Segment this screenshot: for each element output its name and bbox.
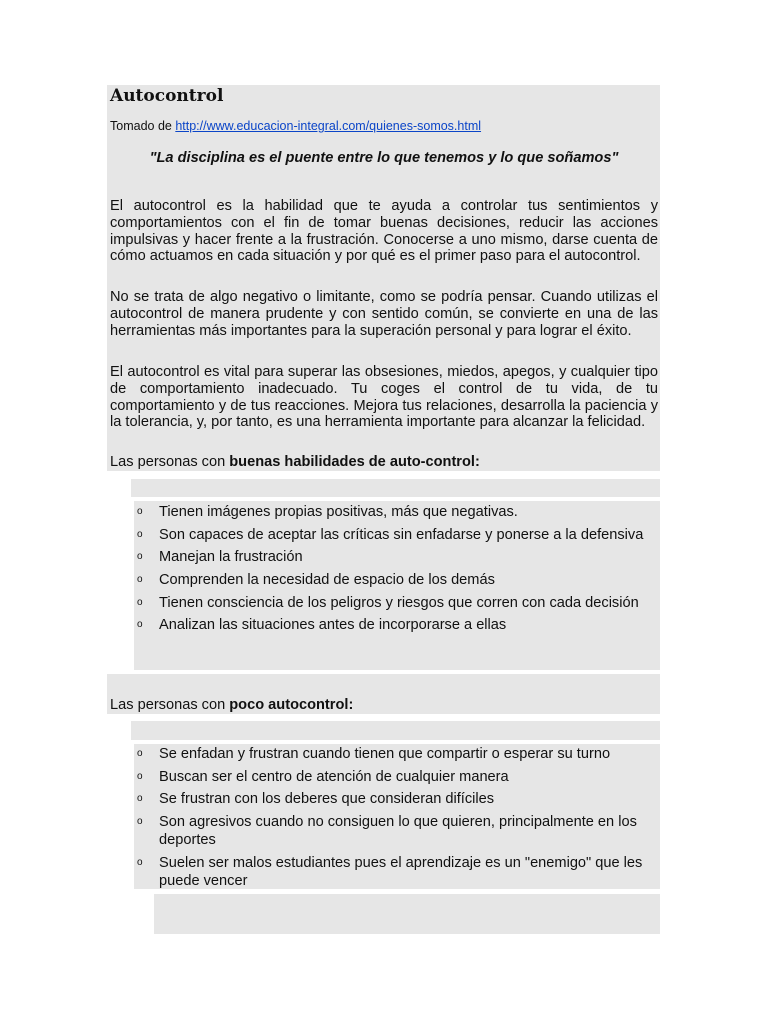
lead-text: Las personas con xyxy=(110,697,230,713)
page-title: Autocontrol xyxy=(110,86,224,106)
bullet-icon: o xyxy=(137,574,143,586)
paragraph: No se trata de algo negativo o limitante, como se podría pensar. Cuando utilizas el autocontrol de manera prudente y con sentido común, se convierte en una de las herramientas más importantes para la superación personal y para lograr el éxito. xyxy=(110,289,658,339)
quote: "La disciplina es el puente entre lo que tenemos y lo que soñamos" xyxy=(149,150,619,166)
paragraph: El autocontrol es la habilidad que te ayuda a controlar tus sentimientos y comportamientos con el fin de tomar buenas decisiones, reducir las acciones impulsivas y hacer frente a la frustración. Conocerse a uno mismo, darse cuenta de cómo actuamos en cada situación y por qué es el primer paso para el autocontrol. xyxy=(110,198,658,265)
highlight-bar xyxy=(131,479,660,497)
list-item-text: Son agresivos cuando no consiguen lo que quieren, principalmente en los deportes xyxy=(159,814,637,849)
source-link[interactable]: http://www.educacion-integral.com/quienes-somos.html xyxy=(175,119,482,133)
lead-text: Las personas con xyxy=(110,454,230,470)
list-item-text: Tienen imágenes propias positivas, más que negativas. xyxy=(159,504,518,520)
bullet-icon: o xyxy=(137,856,143,868)
list-item-text: Tienen consciencia de los peligros y riesgos que corren con cada decisión xyxy=(159,594,639,611)
bullet-icon: o xyxy=(137,551,143,563)
list-item-text: Buscan ser el centro de atención de cualquier manera xyxy=(159,768,509,785)
list-item-text: Comprenden la necesidad de espacio de los demás xyxy=(159,572,495,589)
list-item-text: Son capaces de aceptar las críticas sin enfadarse y ponerse a la defensiva xyxy=(159,526,644,543)
list-item-text: Suelen ser malos estudiantes pues el aprendizaje es un "enemigo" que les puede vencer xyxy=(159,854,643,889)
poor-habits-list xyxy=(134,745,644,894)
list-item-text: Analizan las situaciones antes de incorporarse a ellas xyxy=(159,617,507,634)
source-line xyxy=(110,118,481,134)
list-item-text: Se enfadan y frustran cuando tienen que compartir o esperar su turno xyxy=(159,746,611,762)
list-item xyxy=(134,790,644,808)
bullet-icon: o xyxy=(137,748,143,759)
list-item-text: Manejan la frustración xyxy=(159,549,303,566)
bullet-icon: o xyxy=(137,816,143,828)
list-item xyxy=(134,526,644,544)
good-habits-list xyxy=(134,503,644,639)
lead-bold-text: poco autocontrol: xyxy=(229,697,354,713)
bullet-icon: o xyxy=(137,528,143,540)
list-item xyxy=(134,854,644,890)
bullet-icon: o xyxy=(137,619,143,631)
highlight-bar xyxy=(131,721,660,740)
list-item-text: Se frustran con los deberes que consideran difíciles xyxy=(159,791,495,808)
bullet-icon: o xyxy=(137,770,143,782)
list-item xyxy=(134,503,644,521)
list-item xyxy=(134,594,644,612)
lead-bold-text: buenas habilidades de auto-control: xyxy=(229,454,480,470)
list-item xyxy=(134,548,644,566)
poor-list-lead xyxy=(110,697,353,714)
list-item xyxy=(134,616,644,634)
bullet-icon: o xyxy=(137,793,143,805)
list-item xyxy=(134,813,644,849)
paragraph: El autocontrol es vital para superar las obsesiones, miedos, apegos, y cualquier tipo de comportamiento inadecuado. Tu coges el control de tu vida, de tu comportamiento y de tus reacciones. Mejora tus relaciones, desarrolla la paciencia y la tolerancia, y, por tanto, es una herramienta importante para alcanzar la felicidad. xyxy=(110,364,658,431)
good-list-lead xyxy=(110,454,480,471)
highlight-bar xyxy=(154,894,660,934)
list-item xyxy=(134,768,644,786)
list-item xyxy=(134,571,644,589)
bullet-icon: o xyxy=(137,596,143,608)
bullet-icon: o xyxy=(137,506,143,517)
source-prefix: Tomado de xyxy=(110,119,176,133)
list-item xyxy=(134,745,644,763)
